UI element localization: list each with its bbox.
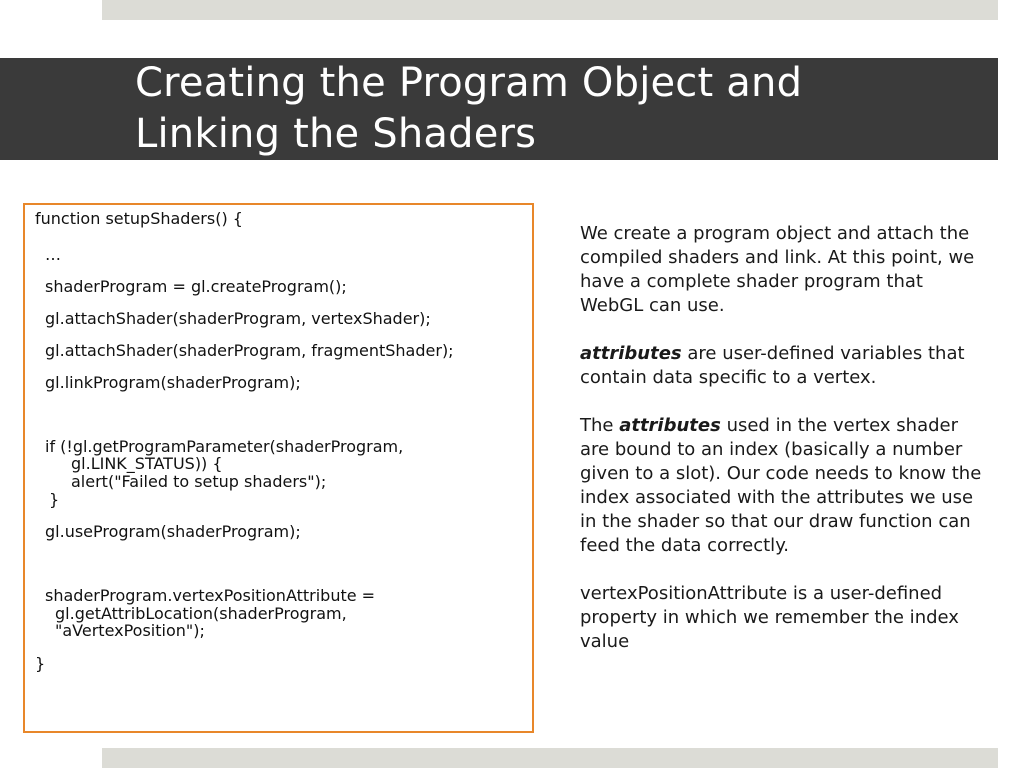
- explanation-paragraph-2: [580, 342, 990, 390]
- code-line: shaderProgram.vertexPositionAttribute =: [45, 586, 376, 605]
- code-line: "aVertexPosition");: [55, 621, 205, 640]
- explanation-paragraph-3: [580, 414, 990, 558]
- code-line: }: [35, 654, 46, 673]
- bottom-accent-bar: [102, 748, 998, 768]
- code-line: …: [45, 245, 61, 264]
- code-line: function setupShaders() {: [35, 209, 243, 228]
- code-line: gl.attachShader(shaderProgram, fragmentShader);: [45, 341, 454, 360]
- title-band: [0, 58, 998, 160]
- code-line: gl.attachShader(shaderProgram, vertexShader);: [45, 309, 431, 328]
- code-line: alert("Failed to setup shaders");: [71, 472, 327, 491]
- slide-title-line-1: Creating the Program Object and: [135, 60, 803, 106]
- attributes-emphasis: attributes: [619, 415, 721, 436]
- code-line: }: [49, 490, 60, 509]
- explanation-paragraph-3-start: The: [580, 415, 620, 436]
- top-accent-bar: [102, 0, 998, 20]
- code-listing-box: [23, 203, 534, 733]
- code-line: gl.getAttribLocation(shaderProgram,: [55, 604, 347, 623]
- slide-title-line-2: Linking the Shaders: [135, 111, 537, 157]
- explanation-paragraph-2-rest: are user-defined variables that contain data specific to a vertex.: [580, 343, 965, 388]
- code-line: shaderProgram = gl.createProgram();: [45, 277, 347, 296]
- code-line: gl.LINK_STATUS)) {: [71, 454, 223, 473]
- slide-title: [135, 58, 995, 160]
- explanation-paragraph-1: We create a program object and attach the compiled shaders and link. At this point, we have a complete shader program that WebGL can use.: [580, 223, 975, 316]
- code-line: gl.useProgram(shaderProgram);: [45, 522, 301, 541]
- attributes-emphasis: attributes: [580, 343, 682, 364]
- explanation-paragraph-4: vertexPositionAttribute is a user-defined property in which we remember the index value: [580, 583, 959, 652]
- explanation-text: [580, 222, 990, 678]
- code-line: gl.linkProgram(shaderProgram);: [45, 373, 301, 392]
- explanation-paragraph-3-rest: used in the vertex shader are bound to an index (basically a number given to a slot). Our code needs to know the index associated with the attributes we use in the shader so that our draw function can feed the data correctly.: [580, 415, 982, 556]
- code-line: if (!gl.getProgramParameter(shaderProgram,: [45, 437, 404, 456]
